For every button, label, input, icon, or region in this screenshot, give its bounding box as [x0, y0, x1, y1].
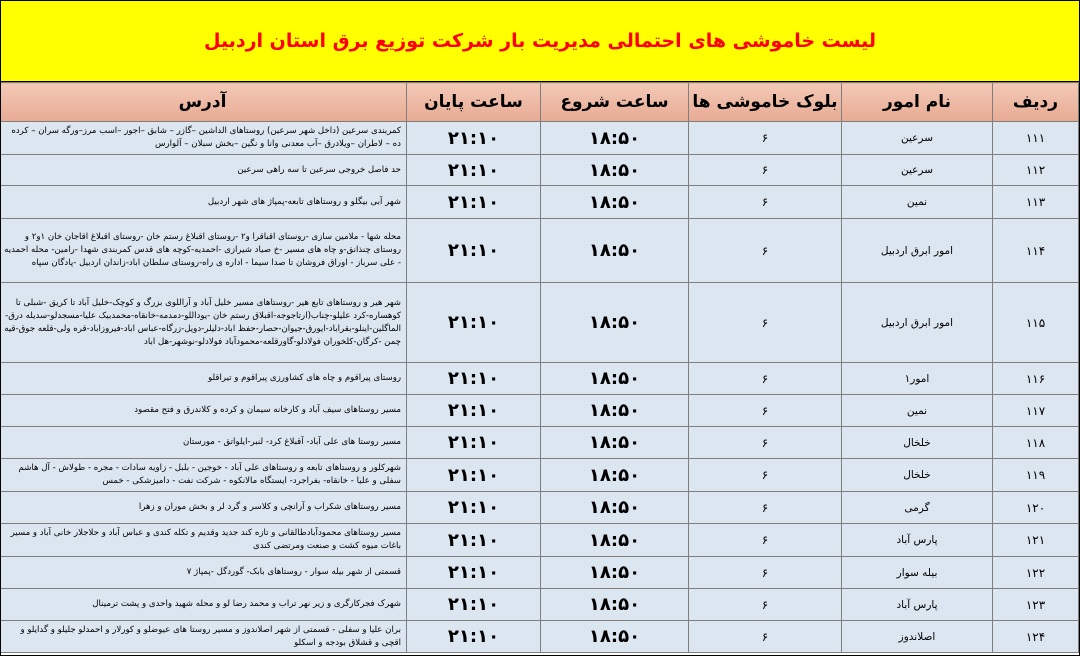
table-row: [0, 186, 1079, 219]
cell-end-time: ۲۱:۱۰: [407, 621, 541, 653]
cell-start-time: ۱۸:۵۰: [541, 283, 689, 363]
cell-row-number: ۱۱۴: [993, 219, 1079, 283]
cell-end-time: ۲۱:۱۰: [407, 363, 541, 395]
table-row: [0, 155, 1079, 186]
cell-block: ۶: [689, 122, 842, 155]
cell-address: بران علیا و سفلی - قسمتی از شهر اصلاندوز و مسیر روستا های عیوضلو و کورلار و احمدلو جلیلو و گدایلو و اقچی و قشلاق بودجه و اسکلو: [0, 621, 407, 653]
header-office: نام امور: [842, 83, 993, 122]
cell-block: ۶: [689, 492, 842, 524]
outage-table: [0, 82, 1079, 653]
cell-office: سرعین: [842, 155, 993, 186]
cell-block: ۶: [689, 363, 842, 395]
cell-office: پارس آباد: [842, 589, 993, 621]
cell-address: شهرکلور و روستاهای تابعه و روستاهای علی آباد - خوجین - بلبل - زاویه سادات - مجره - طولاش - آل هاشم سفلی و علیا - خانقاه- بفراجرد- ایستگاه مالانکوه - شرکت نفت - دامیزشکی - خمس: [0, 459, 407, 492]
cell-end-time: ۲۱:۱۰: [407, 492, 541, 524]
cell-end-time: ۲۱:۱۰: [407, 155, 541, 186]
cell-office: نمین: [842, 395, 993, 427]
cell-end-time: ۲۱:۱۰: [407, 395, 541, 427]
cell-office: سرعین: [842, 122, 993, 155]
cell-row-number: ۱۱۷: [993, 395, 1079, 427]
cell-office: گرمی: [842, 492, 993, 524]
cell-block: ۶: [689, 524, 842, 557]
cell-end-time: ۲۱:۱۰: [407, 219, 541, 283]
cell-row-number: ۱۱۶: [993, 363, 1079, 395]
cell-start-time: ۱۸:۵۰: [541, 155, 689, 186]
cell-address: مسیر روستاهای سیف آباد و کارخانه سیمان و کرده و کلاندرق و فتح مقصود: [0, 395, 407, 427]
cell-start-time: ۱۸:۵۰: [541, 557, 689, 589]
cell-row-number: ۱۲۰: [993, 492, 1079, 524]
table-row: [0, 524, 1079, 557]
cell-block: ۶: [689, 427, 842, 459]
cell-address: شهرک فجرکارگری و زیر نهر تراب و محمد رضا لو و محله شهید واحدی و پشت ترمینال: [0, 589, 407, 621]
cell-start-time: ۱۸:۵۰: [541, 395, 689, 427]
cell-block: ۶: [689, 395, 842, 427]
cell-start-time: ۱۸:۵۰: [541, 186, 689, 219]
cell-row-number: ۱۱۵: [993, 283, 1079, 363]
cell-block: ۶: [689, 557, 842, 589]
cell-start-time: ۱۸:۵۰: [541, 219, 689, 283]
table-row: [0, 557, 1079, 589]
cell-office: امور۱: [842, 363, 993, 395]
cell-office: خلخال: [842, 459, 993, 492]
table-row: [0, 219, 1079, 283]
header-row: [0, 83, 1079, 122]
table-row: [0, 427, 1079, 459]
cell-block: ۶: [689, 283, 842, 363]
cell-row-number: ۱۲۳: [993, 589, 1079, 621]
cell-office: پارس آباد: [842, 524, 993, 557]
cell-end-time: ۲۱:۱۰: [407, 557, 541, 589]
cell-office: خلخال: [842, 427, 993, 459]
cell-end-time: ۲۱:۱۰: [407, 186, 541, 219]
cell-end-time: ۲۱:۱۰: [407, 122, 541, 155]
cell-address: مسیر روستا های علی آباد- آقبلاغ کرد- لنبر-ایلواتق - مورستان: [0, 427, 407, 459]
cell-start-time: ۱۸:۵۰: [541, 459, 689, 492]
header-end-time: ساعت پایان: [407, 83, 541, 122]
table-row: [0, 589, 1079, 621]
header-address: آدرس: [0, 83, 407, 122]
cell-block: ۶: [689, 589, 842, 621]
cell-address: شهر هیر و روستاهای تابع هیر -روستاهای مسیر خلیل آباد و آراللوی بزرگ و کوچک-خلیل آباد تا کریق -شبلی تا کوهساره-کرد علیلو-چناب(ارتاجوجه-اقبلاق رستم خان -یوداللو-دمدمه-خانقاه-محمدبیک علیا-مسجدلو-سدیله درق-الماگلین-اینلو-بقراباد-ایورق-جیوان-حصار-حفظ اباد-دلیلر-دویل-زرگاه-عباس اباد-فیروزاباد-قره ولی-قلعه جوق-قیه چمن -کرگان-کلخوران فولادلو-گاورقلعه-محمودآباد فولادلو-نوشهر-هل اباد: [0, 283, 407, 363]
cell-block: ۶: [689, 621, 842, 653]
cell-end-time: ۲۱:۱۰: [407, 283, 541, 363]
cell-start-time: ۱۸:۵۰: [541, 427, 689, 459]
cell-block: ۶: [689, 186, 842, 219]
cell-address: مسیر روستاهای شکراب و آرانچی و کلاسر و گرد لر و بخش موران و زهرا: [0, 492, 407, 524]
cell-address: روستای پیراقوم و چاه های کشاورزی پیراقوم و تیراقلو: [0, 363, 407, 395]
cell-start-time: ۱۸:۵۰: [541, 621, 689, 653]
table-row: [0, 363, 1079, 395]
header-start-time: ساعت شروع: [541, 83, 689, 122]
cell-start-time: ۱۸:۵۰: [541, 492, 689, 524]
header-block: بلوک خاموشی ها: [689, 83, 842, 122]
cell-office: اصلاندوز: [842, 621, 993, 653]
table-row: [0, 621, 1079, 653]
cell-address: محله شها - ملامین سازی -روستای اقباقرا و۲ -روستای اقبلاغ رستم خان -روستای اقبلاغ اقاجان خان ۱و۲ و روستای چنذانق-و چاه های مسیر -خ صیاد شیرازی -احمدیه-کوچه های قدس کمربندی شهدا -رامین- محله احمدیه - علی سرباز - اوراق فروشان تا صدا سیما - اداره ی راه-روستای سلطان اباد-زاندان اردبیل -پادگان سپاه: [0, 219, 407, 283]
cell-address: مسیر روستاهای محمودآبادطالقانی و تازه کند جدید وقدیم و تکله کندی و عباس آباد و حلاجلار خانی آباد و مسیر باغات میوه کشت و صنعت ومرتضی کندی: [0, 524, 407, 557]
cell-row-number: ۱۲۲: [993, 557, 1079, 589]
cell-row-number: ۱۲۱: [993, 524, 1079, 557]
cell-address: قسمتی از شهر بیله سوار - روستاهای بابک- گوردگل -پمپاژ ۷: [0, 557, 407, 589]
cell-start-time: ۱۸:۵۰: [541, 363, 689, 395]
table-row: [0, 122, 1079, 155]
cell-row-number: ۱۱۳: [993, 186, 1079, 219]
cell-start-time: ۱۸:۵۰: [541, 589, 689, 621]
cell-start-time: ۱۸:۵۰: [541, 122, 689, 155]
sheet-title: لیست خاموشی های احتمالی مدیریت بار شرکت توزیع برق استان اردبیل: [204, 30, 877, 52]
cell-row-number: ۱۱۲: [993, 155, 1079, 186]
cell-row-number: ۱۱۸: [993, 427, 1079, 459]
cell-office: بیله سوار: [842, 557, 993, 589]
cell-block: ۶: [689, 459, 842, 492]
cell-address: شهر آبی بیگلو و روستاهای تابعه-پمپاژ های شهر اردبیل: [0, 186, 407, 219]
cell-office: امور ابرق اردبیل: [842, 283, 993, 363]
cell-office: امور ابرق اردبیل: [842, 219, 993, 283]
cell-start-time: ۱۸:۵۰: [541, 524, 689, 557]
cell-address: حد فاصل خروجی سرعین تا سه راهی سرعین: [0, 155, 407, 186]
cell-address: کمربندی سرعین (داخل شهر سرعین) روستاهای الداشین –گازر – شابق –اجور –اسب مرز–ورگه سران – کرده ده – لاطران –ویلادرق –آب معدنی وانا و نگین –بخش سبلان – آلوارس: [0, 122, 407, 155]
cell-end-time: ۲۱:۱۰: [407, 427, 541, 459]
header-row-number: ردیف: [993, 83, 1079, 122]
table-row: [0, 492, 1079, 524]
cell-end-time: ۲۱:۱۰: [407, 589, 541, 621]
cell-office: نمین: [842, 186, 993, 219]
cell-row-number: ۱۱۹: [993, 459, 1079, 492]
table-row: [0, 283, 1079, 363]
table-row: [0, 395, 1079, 427]
cell-end-time: ۲۱:۱۰: [407, 524, 541, 557]
cell-block: ۶: [689, 219, 842, 283]
table-row: [0, 459, 1079, 492]
title-bar: [1, 1, 1079, 82]
cell-end-time: ۲۱:۱۰: [407, 459, 541, 492]
cell-row-number: ۱۲۴: [993, 621, 1079, 653]
cell-row-number: ۱۱۱: [993, 122, 1079, 155]
cell-block: ۶: [689, 155, 842, 186]
